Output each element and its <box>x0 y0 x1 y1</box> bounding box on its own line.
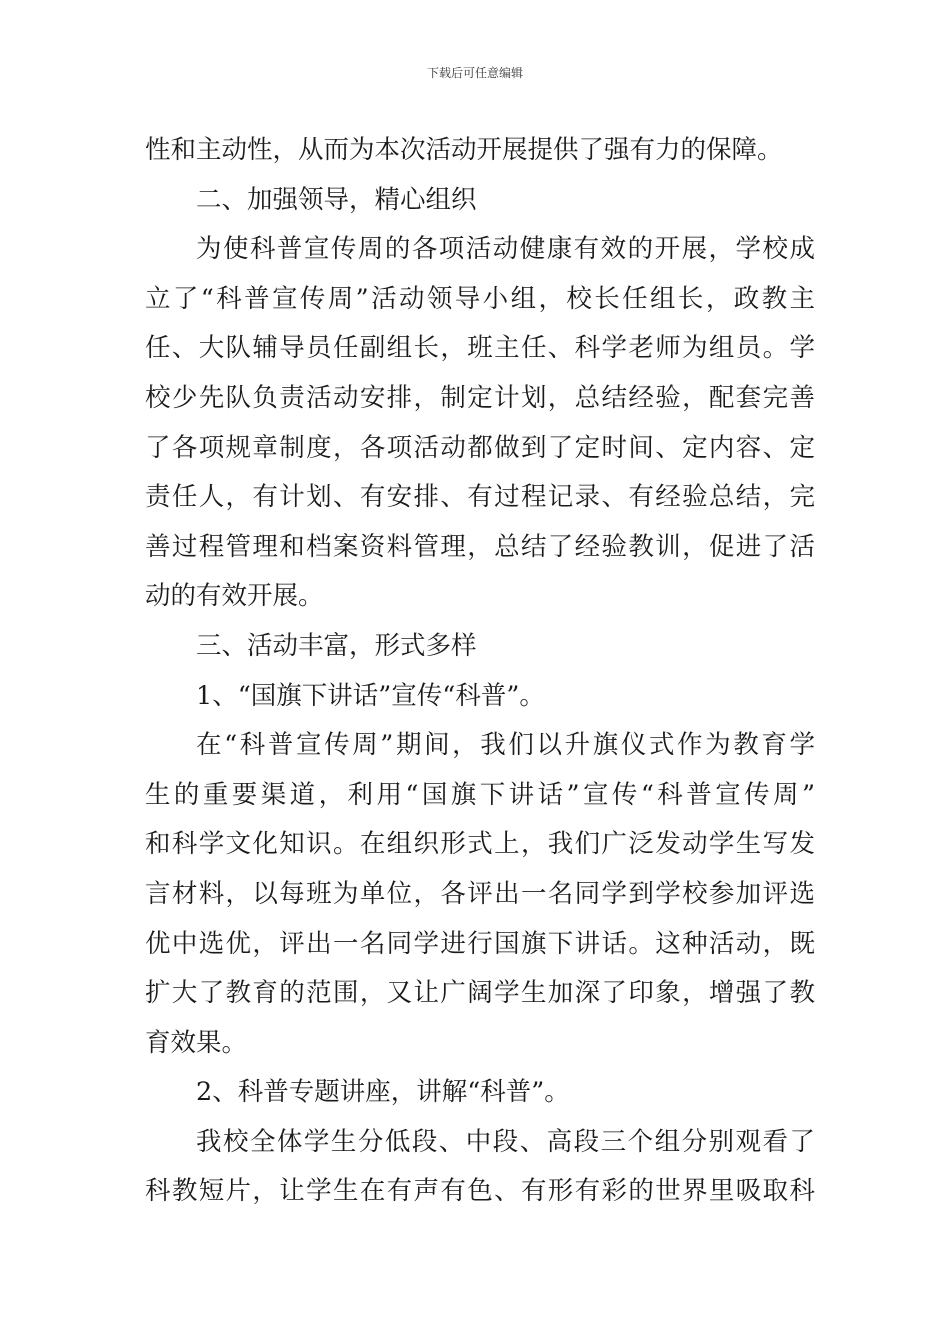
text-line: 责任人，有计划、有安排、有过程记录、有经验总结，完 <box>145 482 815 513</box>
text-line: 立了“科普宣传周”活动领导小组，校长任组长，政教主 <box>145 283 815 314</box>
text-line: 和科学文化知识。在组织形式上，我们广泛发动学生写发 <box>145 829 815 860</box>
text-line: 扩大了教育的范围，又让广阔学生加深了印象，增强了教 <box>145 978 815 1009</box>
page-header-note: 下载后可任意编辑 <box>426 66 523 80</box>
text-line: 二、加强领导，精心组织 <box>196 184 477 215</box>
text-line: 育效果。 <box>145 1027 248 1058</box>
text-line: 2、科普专题讲座，讲解“科普”。 <box>196 1077 570 1108</box>
text-line: 动的有效开展。 <box>145 581 324 612</box>
text-line: 我校全体学生分低段、中段、高段三个组分别观看了 <box>196 1126 815 1157</box>
text-line: 任、大队辅导员任副组长，班主任、科学老师为组员。学 <box>145 333 815 364</box>
text-line: 言材料，以每班为单位，各评出一名同学到学校参加评选 <box>145 878 815 909</box>
document-body <box>145 126 815 1217</box>
text-line: 在“科普宣传周”期间，我们以升旗仪式作为教育学 <box>196 730 815 761</box>
text-line: 为使科普宣传周的各项活动健康有效的开展，学校成 <box>196 234 815 265</box>
text-line: 校少先队负责活动安排，制定计划，总结经验，配套完善 <box>145 382 815 413</box>
text-line: 科教短片，让学生在有声有色、有形有彩的世界里吸取科 <box>145 1176 815 1207</box>
text-line: 生的重要渠道，利用“国旗下讲话”宣传“科普宣传周” <box>145 779 815 810</box>
text-line: 1、“国旗下讲话”宣传“科普”。 <box>196 680 545 711</box>
text-line: 优中选优，评出一名同学进行国旗下讲话。这种活动，既 <box>145 928 815 959</box>
text-line: 了各项规章制度，各项活动都做到了定时间、定内容、定 <box>145 432 815 463</box>
text-line: 三、活动丰富，形式多样 <box>196 630 477 661</box>
text-line: 性和主动性，从而为本次活动开展提供了强有力的保障。 <box>145 135 783 165</box>
text-line: 善过程管理和档案资料管理，总结了经验教训，促进了活 <box>145 531 815 562</box>
